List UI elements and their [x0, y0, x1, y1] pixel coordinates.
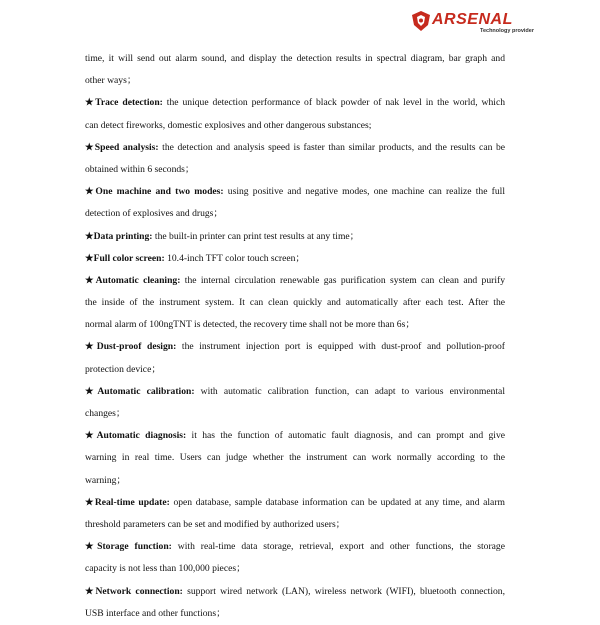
feature-text: protection device； — [85, 363, 161, 375]
feature-text: normal alarm of 100ngTNT is detected, the recovery time shall not be more than 6s； — [85, 319, 415, 331]
feature-item — [85, 92, 505, 114]
feature-label: One machine and two modes: — [95, 186, 224, 198]
feature-text: USB interface and other functions； — [85, 607, 226, 619]
feature-text: warning in real time. Users can judge whether the instrument can work normally according to the — [85, 452, 505, 464]
feature-continuation — [85, 115, 505, 137]
feature-label: Trace detection: — [95, 97, 163, 109]
feature-text: threshold parameters can be set and modified by authorized users； — [85, 518, 346, 530]
feature-text: detection of explosives and drugs； — [85, 208, 224, 220]
feature-text: with real-time data storage, retrieval, export and other functions, the storage — [171, 541, 505, 553]
feature-text: capacity is not less than 100,000 pieces； — [85, 563, 246, 575]
star-bullet-icon: ★ — [85, 186, 96, 198]
intro-line: other ways； — [85, 75, 137, 87]
star-bullet-icon: ★ — [85, 252, 94, 264]
feature-text: the built-in printer can print test results at any time； — [152, 230, 360, 242]
brand-name: ARSENAL — [432, 11, 513, 28]
star-bullet-icon: ★ — [85, 385, 98, 397]
feature-text: the instrument injection port is equipped with dust-proof and pollution-proof — [176, 341, 505, 353]
feature-label: Network connection: — [95, 585, 183, 597]
feature-text: the unique detection performance of black powder of nak level in the world, which — [162, 97, 505, 109]
feature-item — [85, 181, 505, 203]
feature-text: warning； — [85, 474, 127, 486]
feature-label: Automatic calibration: — [97, 385, 195, 397]
feature-text: open database, sample database information can be updated at any time, and alarm — [169, 496, 505, 508]
feature-continuation — [85, 359, 505, 381]
brand-tagline: Technology provider — [480, 28, 534, 34]
feature-item — [85, 248, 505, 270]
feature-label: Automatic cleaning: — [95, 274, 181, 286]
feature-item — [85, 226, 505, 248]
feature-continuation — [85, 403, 505, 425]
feature-continuation — [85, 314, 505, 336]
feature-text: the inside of the instrument system. It can clean quickly and automatically after each test. After the — [85, 297, 505, 309]
feature-text: the detection and analysis speed is faster than similar products, and the results can be — [158, 141, 505, 153]
feature-text: 10.4-inch TFT color touch screen； — [164, 252, 305, 264]
feature-item — [85, 581, 505, 603]
feature-text: support wired network (LAN), wireless network (WIFI), bluetooth connection, — [182, 585, 505, 597]
feature-label: Speed analysis: — [94, 141, 159, 153]
feature-continuation — [85, 292, 505, 314]
feature-continuation — [85, 558, 505, 580]
star-bullet-icon: ★ — [85, 341, 97, 353]
feature-continuation — [85, 514, 505, 536]
feature-label: Dust-proof design: — [96, 341, 177, 353]
feature-item — [85, 492, 505, 514]
feature-text: using positive and negative modes, one machine can realize the full — [223, 186, 505, 198]
feature-text: obtained within 6 seconds； — [85, 163, 195, 175]
feature-text: changes； — [85, 408, 126, 419]
document-body — [85, 48, 505, 625]
star-bullet-icon: ★ — [85, 496, 95, 508]
star-bullet-icon: ★ — [85, 141, 95, 153]
feature-continuation — [85, 470, 505, 492]
star-bullet-icon: ★ — [85, 230, 94, 242]
feature-text: it has the function of automatic fault diagnosis, and can prompt and give — [186, 430, 506, 442]
feature-item — [85, 381, 505, 403]
feature-item — [85, 336, 505, 358]
feature-continuation — [85, 203, 505, 225]
feature-item — [85, 270, 505, 292]
star-bullet-icon: ★ — [85, 585, 96, 597]
feature-continuation — [85, 159, 505, 181]
feature-continuation — [85, 447, 505, 469]
feature-label: Real-time update: — [94, 496, 170, 508]
feature-item — [85, 536, 505, 558]
feature-text: with automatic calibration function, can adapt to various environmental — [194, 385, 505, 397]
feature-label: Automatic diagnosis: — [96, 430, 187, 442]
star-bullet-icon: ★ — [85, 541, 98, 553]
brand-logo — [410, 10, 540, 36]
feature-item — [85, 425, 505, 447]
feature-text: can detect fireworks, domestic explosives and other dangerous substances; — [85, 119, 372, 131]
feature-item — [85, 137, 505, 159]
feature-label: Full color screen: — [93, 252, 165, 264]
star-bullet-icon: ★ — [85, 97, 96, 109]
feature-label: Data printing: — [93, 230, 153, 242]
star-bullet-icon: ★ — [85, 274, 96, 286]
feature-text: the internal circulation renewable gas purification system can clean and purify — [180, 274, 505, 286]
feature-continuation — [85, 603, 505, 625]
feature-label: Storage function: — [97, 541, 172, 553]
intro-line: time, it will send out alarm sound, and display the detection results in spectral diagram, bar graph and — [85, 53, 505, 64]
shield-emblem-icon — [410, 10, 432, 32]
star-bullet-icon: ★ — [85, 430, 97, 442]
